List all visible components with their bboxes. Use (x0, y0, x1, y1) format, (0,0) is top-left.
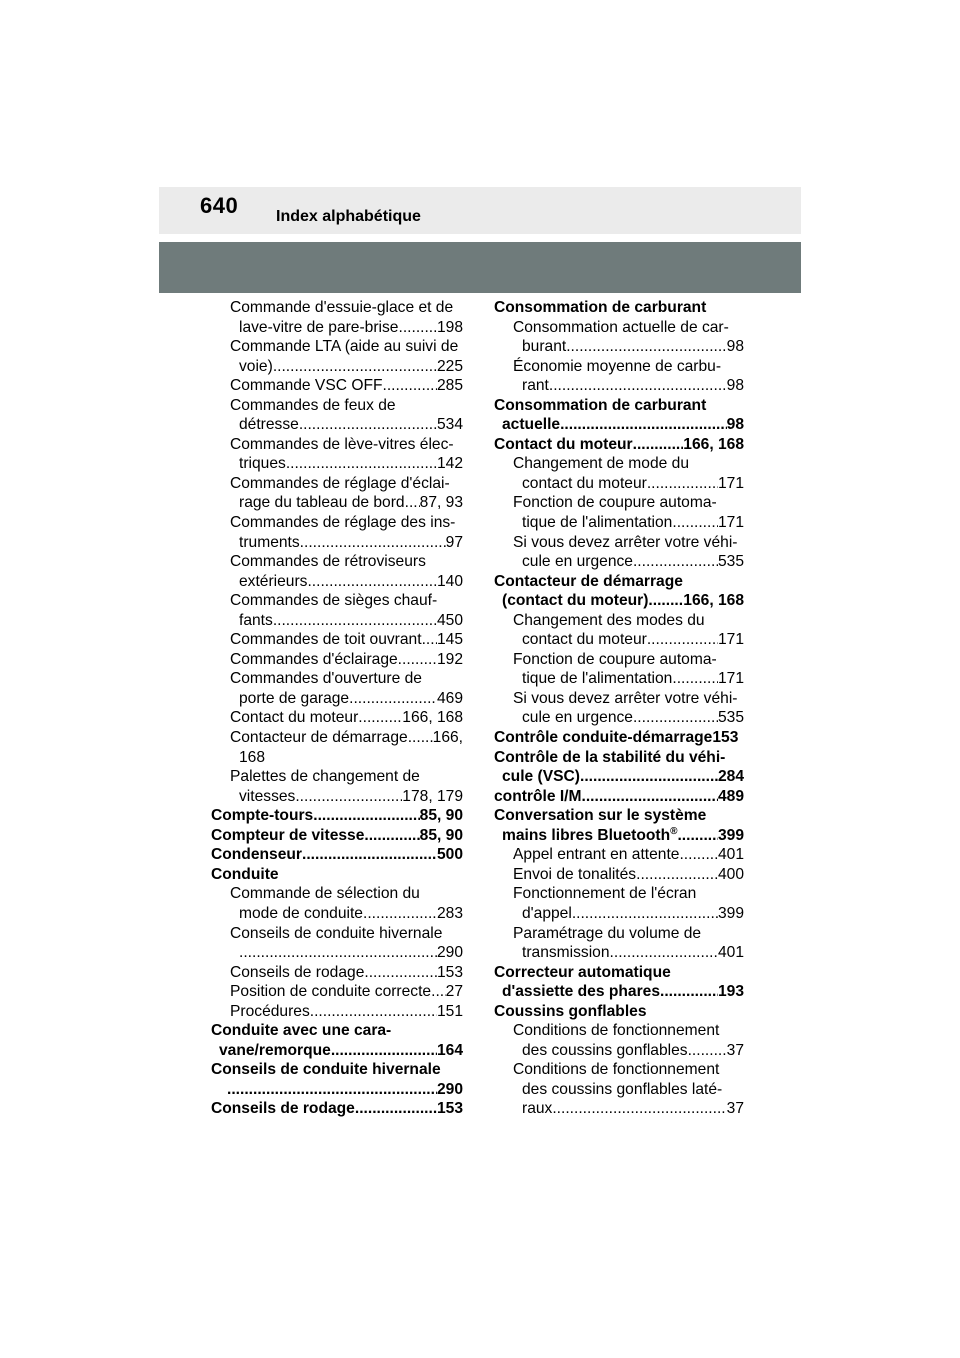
index-entry (494, 767, 744, 787)
dot-leader (636, 865, 718, 885)
page-title: Index alphabétique (276, 208, 421, 225)
index-entry (211, 924, 463, 944)
index-entry (211, 357, 463, 377)
dot-leader (331, 1041, 437, 1061)
dot-leader (273, 611, 437, 631)
index-entry-text: tique de l'alimentation (522, 670, 673, 688)
index-entry (211, 884, 463, 904)
index-entry-text: extérieurs (239, 572, 308, 590)
index-entry (494, 611, 744, 631)
index-entry-text: porte de garage (239, 689, 350, 707)
page-reference: 399 (717, 826, 744, 844)
index-entry-text: Commande LTA (aide au suivi de (230, 338, 459, 356)
index-entry (211, 1021, 463, 1041)
index-entry-text: Consommation de carburant (494, 299, 707, 316)
dot-leader (633, 435, 684, 455)
index-entry (211, 1060, 463, 1080)
index-entry-text: Contrôle de la stabilité du véhi- (494, 748, 726, 766)
dot-leader (299, 415, 437, 435)
dot-leader (307, 572, 437, 592)
dot-leader (364, 963, 437, 983)
index-entry-text: Commandes de réglage d'éclai- (230, 474, 450, 492)
page-reference: 166, 168 (402, 709, 463, 727)
dot-leader (566, 337, 726, 357)
index-entry-text: Changement de mode du (513, 455, 689, 473)
dot-leader (549, 376, 727, 396)
index-entry-text: Commandes d'éclairage (230, 650, 398, 668)
index-entry (211, 943, 463, 963)
index-entry-text: détresse (239, 416, 299, 434)
index-entry (494, 728, 744, 748)
index-entry (211, 1041, 463, 1061)
index-entry-text: Commande VSC OFF (230, 377, 383, 395)
dot-leader (300, 533, 446, 553)
index-entry (211, 415, 463, 435)
index-entry-text: Paramétrage du volume de (513, 924, 702, 942)
page-reference: 198 (436, 318, 463, 336)
dot-leader (660, 982, 718, 1002)
index-entry-text: contact du moteur (522, 474, 647, 492)
index-entry (494, 669, 744, 689)
page-reference: 153 (436, 1100, 463, 1118)
index-entry (494, 943, 744, 963)
index-entry (211, 396, 463, 416)
page-reference: 283 (436, 904, 463, 922)
index-entry (494, 865, 744, 885)
index-entry (211, 513, 463, 533)
page-reference: 145 (436, 631, 463, 649)
index-entry-text: cule en urgence (522, 709, 633, 727)
index-entry (494, 748, 744, 768)
index-entry (211, 474, 463, 494)
index-entry-text: Consommation actuelle de car- (513, 318, 729, 336)
page-reference: 469 (436, 689, 463, 707)
page-reference: 399 (717, 904, 744, 922)
index-entry (494, 298, 744, 318)
index-column-right (494, 298, 744, 1119)
registered-mark: ® (670, 825, 678, 837)
index-entry (211, 767, 463, 787)
dot-leader (582, 787, 718, 807)
index-entry (211, 689, 463, 709)
index-entry (211, 806, 463, 826)
page-reference: 535 (717, 553, 744, 571)
index-entry (211, 904, 463, 924)
index-entry-text: 168 (239, 748, 266, 766)
index-entry (494, 454, 744, 474)
index-entry-text: Conversation sur le système (494, 807, 707, 825)
index-entry-text: Commandes de sièges chauf- (230, 592, 438, 610)
index-entry (494, 884, 744, 904)
index-entry (494, 1041, 744, 1061)
dot-leader (383, 376, 437, 396)
page-reference: 37 (726, 1100, 744, 1118)
index-entry (494, 415, 744, 435)
index-entry (211, 572, 463, 592)
page-reference: 534 (436, 416, 463, 434)
index-entry-text: Consommation de carburant (494, 396, 707, 414)
dot-leader (302, 845, 437, 865)
index-entry-text: burant (522, 338, 567, 356)
dot-leader (358, 708, 402, 728)
index-entry-text: d'assiette des phares (502, 983, 660, 1001)
page-reference: 171 (717, 670, 744, 688)
page-reference: 166, 168 (683, 592, 744, 610)
index-entry (494, 357, 744, 377)
index-entry-text: vane/remorque (219, 1041, 331, 1059)
index-entry-text: Correcteur automatique (494, 963, 671, 981)
page-reference: 37 (726, 1041, 744, 1059)
index-entry (494, 552, 744, 572)
page-reference: 151 (436, 1002, 463, 1020)
dot-leader (364, 826, 419, 846)
page-reference: 98 (726, 377, 744, 395)
page-reference: 98 (726, 416, 744, 434)
index-entry (494, 1080, 744, 1100)
page-reference: 98 (726, 338, 744, 356)
page-reference: 450 (436, 611, 463, 629)
index-entry-text: Commandes de rétroviseurs (230, 553, 426, 571)
index-entry-text: Compteur de vitesse (211, 826, 365, 844)
index-entry (494, 513, 744, 533)
page-reference: 400 (717, 865, 744, 883)
index-entry-text: raux (522, 1100, 553, 1118)
dot-leader (355, 1099, 437, 1119)
dot-leader (580, 767, 718, 787)
dot-leader (648, 591, 683, 611)
index-entry (494, 650, 744, 670)
index-entry (211, 337, 463, 357)
index-entry (211, 591, 463, 611)
page-reference: 500 (436, 846, 463, 864)
dot-leader (239, 943, 437, 963)
index-entry-text: mode de conduite (239, 904, 363, 922)
index-entry (211, 748, 463, 768)
index-entry (211, 728, 463, 748)
index-entry-text: actuelle (502, 416, 561, 434)
index-entry-text: Contacteur de démarrage (494, 572, 683, 590)
index-entry (211, 454, 463, 474)
page-reference: 284 (717, 768, 744, 786)
index-entry (211, 982, 463, 1002)
dot-leader (552, 1099, 726, 1119)
dot-leader (647, 474, 718, 494)
index-entry-text: Conseils de conduite hivernale (211, 1061, 441, 1079)
index-entry (494, 630, 744, 650)
index-entry-text: Conseils de rodage (230, 963, 365, 981)
dot-leader (633, 708, 718, 728)
dot-leader (273, 357, 437, 377)
index-entry (494, 787, 744, 807)
index-entry (494, 1060, 744, 1080)
index-entry (211, 963, 463, 983)
dot-leader (610, 943, 718, 963)
index-entry-text: transmission (522, 944, 610, 962)
index-entry (494, 396, 744, 416)
index-entry-text: mains libres Bluetooth® (502, 825, 678, 844)
page-reference: 166, (432, 729, 463, 747)
index-entry-text: des coussins gonflables laté- (522, 1080, 723, 1098)
page-reference: 140 (436, 572, 463, 590)
index-entry (494, 572, 744, 592)
index-entry-text: Contact du moteur (230, 709, 359, 727)
index-entry (494, 1002, 744, 1022)
dot-leader (679, 845, 718, 865)
dot-leader (431, 982, 446, 1002)
header-gray-band (159, 242, 801, 293)
dot-leader (672, 669, 718, 689)
page-reference: 178, 179 (402, 787, 463, 805)
index-entry-text: Conditions de fonctionnement (513, 1061, 720, 1079)
header-top-bar (159, 187, 801, 234)
index-entry-text: Commande d'essuie-glace et de (230, 299, 454, 316)
index-entry-text: Fonctionnement de l'écran (513, 885, 697, 903)
dot-leader (408, 728, 433, 748)
index-entry (494, 845, 744, 865)
index-entry-text: lave-vitre de pare-brise (239, 318, 399, 336)
dot-leader (363, 904, 437, 924)
index-entry (211, 669, 463, 689)
page-reference: 171 (717, 514, 744, 532)
index-entry-text: voie) (239, 357, 273, 375)
index-entry-text: Si vous devez arrêter votre véhi- (513, 533, 738, 551)
index-entry (494, 904, 744, 924)
dot-leader (295, 787, 402, 807)
index-entry (211, 708, 463, 728)
index-entry (211, 826, 463, 846)
page-reference: 401 (717, 846, 744, 864)
page-reference: 166, 168 (683, 435, 744, 453)
index-entry (211, 650, 463, 670)
page-reference: 164 (436, 1041, 463, 1059)
index-entry (494, 963, 744, 983)
index-entry (211, 376, 463, 396)
page-number: 640 (200, 193, 239, 218)
index-entry (211, 493, 463, 513)
index-entry-text: rage du tableau de bord (239, 494, 405, 512)
index-entry-text: cule en urgence (522, 553, 633, 571)
index-entry-text: Position de conduite correcte (230, 983, 432, 1001)
index-entry-text: Conseils de conduite hivernale (230, 924, 443, 942)
dot-leader (688, 1041, 727, 1061)
page-reference: 153 (436, 963, 463, 981)
dot-leader (647, 630, 718, 650)
index-entry (494, 318, 744, 338)
index-entry-text: contact du moteur (522, 631, 647, 649)
index-entry (494, 689, 744, 709)
index-entry-text: Commandes d'ouverture de (230, 670, 422, 688)
index-entry-text: Commande de sélection du (230, 885, 420, 903)
dot-leader (677, 826, 718, 846)
index-entry (494, 708, 744, 728)
dot-leader (560, 415, 727, 435)
page-reference: 193 (717, 983, 744, 1001)
index-entry-text: Envoi de tonalités (513, 865, 637, 883)
page-reference: 171 (717, 474, 744, 492)
index-entry (211, 630, 463, 650)
dot-leader (633, 552, 718, 572)
index-entry-text: fants (239, 611, 273, 629)
index-entry-text: Si vous devez arrêter votre véhi- (513, 689, 738, 707)
page-reference: 192 (436, 650, 463, 668)
index-entry-text: Commandes de feux de (230, 396, 396, 414)
index-entry (211, 845, 463, 865)
dot-leader (398, 318, 436, 338)
index-entry-text: d'appel (522, 904, 572, 922)
dot-leader (422, 630, 437, 650)
page-reference: 290 (436, 1080, 463, 1098)
index-entry (211, 1002, 463, 1022)
index-entry-text: Contrôle conduite-démarrage153 (494, 729, 739, 747)
index-entry-text: Fonction de coupure automa- (513, 650, 717, 668)
index-entry-text: vitesses (239, 787, 296, 805)
dot-leader (286, 454, 437, 474)
page-reference: 290 (436, 944, 463, 962)
page-reference: 489 (717, 787, 744, 805)
index-entry-text: cule (VSC) (502, 768, 580, 786)
dot-leader (572, 904, 718, 924)
index-entry (211, 552, 463, 572)
index-entry (494, 591, 744, 611)
page-reference: 401 (717, 944, 744, 962)
index-entry-text: contrôle I/M (494, 787, 582, 805)
index-entry-text: Coussins gonflables (494, 1002, 647, 1020)
index-entry (494, 1099, 744, 1119)
index-entry (211, 1099, 463, 1119)
index-entry (211, 865, 463, 885)
index-entry-text: Changement des modes du (513, 611, 705, 629)
index-entry (494, 826, 744, 846)
index-entry (211, 533, 463, 553)
dot-leader (349, 689, 437, 709)
index-entry-text: des coussins gonflables (522, 1041, 688, 1059)
index-entry (211, 435, 463, 455)
dot-leader (672, 513, 718, 533)
index-column-left (211, 298, 463, 1119)
index-entry-text: Conduite avec une cara- (211, 1022, 392, 1040)
index-entry-text: Contacteur de démarrage (230, 729, 408, 747)
index-entry (211, 1080, 463, 1100)
page-reference: 97 (445, 533, 463, 551)
page-reference: 27 (445, 983, 463, 1001)
index-entry (494, 474, 744, 494)
index-entry-text: Conseils de rodage (211, 1100, 355, 1118)
index-entry (494, 533, 744, 553)
index-entry (494, 924, 744, 944)
index-entry-text: Commandes de réglage des ins- (230, 514, 456, 532)
index-entry-text: Conditions de fonctionnement (513, 1022, 720, 1040)
index-entry-text: Conduite (211, 865, 279, 883)
index-entry-text: Fonction de coupure automa- (513, 494, 717, 512)
index-entry (494, 1021, 744, 1041)
index-entry (494, 435, 744, 455)
dot-leader (313, 806, 419, 826)
page-reference: 85, 90 (419, 807, 463, 825)
dot-leader (405, 493, 420, 513)
page-reference: 171 (717, 631, 744, 649)
index-entry (494, 806, 744, 826)
index-entry (211, 787, 463, 807)
page-reference: 142 (436, 455, 463, 473)
index-entry-text: Procédures (230, 1002, 310, 1020)
index-entry-text: (contact du moteur) (502, 592, 649, 610)
index-entry-text: Commandes de toit ouvrant (230, 631, 422, 649)
dot-leader (227, 1080, 437, 1100)
index-entry-text: rant (522, 377, 549, 395)
dot-leader (310, 1002, 437, 1022)
page-reference: 225 (436, 357, 463, 375)
page-reference: 87, 93 (419, 494, 463, 512)
dot-leader (398, 650, 437, 670)
index-entry (494, 982, 744, 1002)
index-entry-text: Compte-tours (211, 807, 314, 825)
page-reference: 535 (717, 709, 744, 727)
index-entry-text: truments (239, 533, 300, 551)
index-entry-text: Commandes de lève-vitres élec- (230, 435, 454, 453)
index-entry (211, 298, 463, 318)
index-entry (494, 376, 744, 396)
page-reference: 285 (436, 377, 463, 395)
index-entry-text: Appel entrant en attente (513, 846, 680, 864)
page-header (159, 187, 801, 293)
index-entry (211, 318, 463, 338)
index-entry (211, 611, 463, 631)
index-entry-text: Palettes de changement de (230, 768, 420, 786)
index-entry-text: Économie moyenne de carbu- (513, 357, 722, 375)
index-entry-text: Contact du moteur (494, 435, 633, 453)
page-reference: 85, 90 (419, 826, 463, 844)
index-entry-text: tique de l'alimentation (522, 514, 673, 532)
index-entry-text: Condenseur (211, 846, 302, 864)
index-entry-text: triques (239, 455, 286, 473)
index-entry (494, 493, 744, 513)
index-entry (494, 337, 744, 357)
